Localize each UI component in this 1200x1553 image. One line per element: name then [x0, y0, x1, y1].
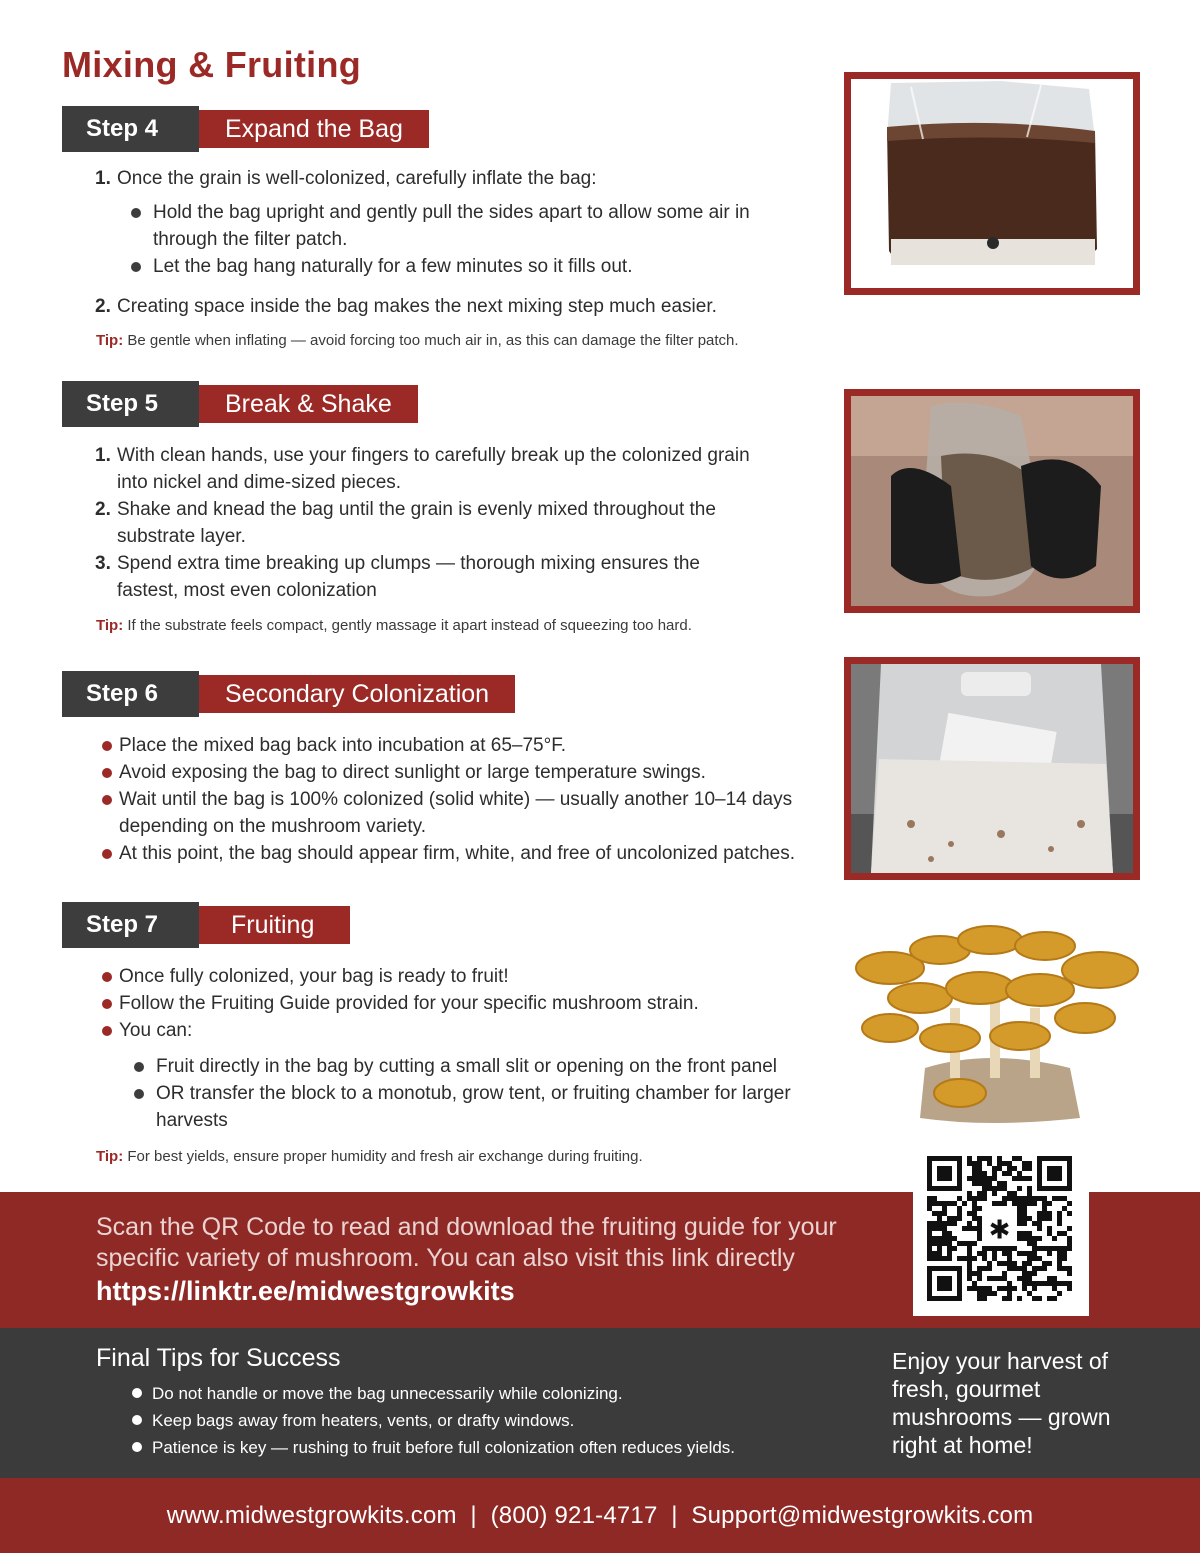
list-item: 3. Spend extra time breaking up clumps — thorough mixing ensures the fastest, most even colonization — [95, 553, 700, 601]
bullet-icon — [102, 768, 112, 778]
list-item: Once fully colonized, your bag is ready to fruit! — [102, 963, 822, 990]
list-item: Wait until the bag is 100% colonized (solid white) — usually another 10–14 days depending on the mushroom variety. — [102, 786, 842, 840]
bullet-icon — [102, 999, 112, 1009]
bullet-icon — [134, 1089, 144, 1099]
footer — [0, 1478, 1200, 1553]
bullet-icon — [102, 1026, 112, 1036]
enjoy-message: Enjoy your harvest of fresh, gourmet mushrooms — grown right at home! — [892, 1348, 1111, 1458]
qr-code-icon — [913, 1146, 1089, 1316]
page-title: Mixing & Fruiting — [62, 44, 362, 85]
step-5-tip: Tip: If the substrate feels compact, gently massage it apart instead of squeezing too hard. — [96, 617, 692, 634]
step-6-content — [102, 732, 842, 867]
bag-image — [851, 79, 1133, 288]
step-6-title: Secondary Colonization — [199, 675, 515, 713]
list-item: Let the bag hang naturally for a few minutes so it fills out. — [131, 253, 795, 280]
list-item: Keep bags away from heaters, vents, or drafty windows. — [132, 1407, 735, 1434]
list-item: Avoid exposing the bag to direct sunlight or large temperature swings. — [102, 759, 842, 786]
step-7-content — [102, 963, 822, 1134]
colonized-bag-photo — [844, 657, 1140, 880]
list-item: You can: — [102, 1017, 822, 1044]
list-item: 2. Shake and knead the bag until the grain is evenly mixed throughout the substrate layer. — [95, 499, 716, 547]
step-7-header — [62, 902, 350, 948]
bullet-icon — [102, 849, 112, 859]
step-7-number: Step 7 — [62, 902, 199, 948]
qr-description: Scan the QR Code to read and download the fruiting guide for your specific variety of mushroom. You can also visit this link directly — [96, 1213, 837, 1272]
step-4-header — [62, 106, 429, 152]
bullet-icon — [102, 972, 112, 982]
step-6-number: Step 6 — [62, 671, 199, 717]
step-5-number: Step 5 — [62, 381, 199, 427]
list-item: Hold the bag upright and gently pull the sides apart to allow some air in through the filter patch. — [131, 199, 795, 253]
step-6-header — [62, 671, 515, 717]
list-item: Do not handle or move the bag unnecessarily while colonizing. — [132, 1380, 735, 1407]
step-4-content — [95, 165, 795, 320]
expanded-bag-photo — [844, 72, 1140, 295]
mushroom-image — [830, 918, 1150, 1124]
bullet-icon — [131, 262, 141, 272]
mushroom-cluster-photo — [830, 918, 1150, 1124]
bullet-icon — [131, 208, 141, 218]
bullet-icon — [132, 1388, 142, 1398]
step-4-number: Step 4 — [62, 106, 199, 152]
qr-code[interactable] — [913, 1146, 1089, 1316]
list-item: Follow the Fruiting Guide provided for your specific mushroom strain. — [102, 990, 822, 1017]
step-4-title: Expand the Bag — [199, 110, 429, 148]
hands-bag-image — [851, 396, 1133, 606]
bullet-icon — [102, 795, 112, 805]
list-item: Patience is key — rushing to fruit before full colonization often reduces yields. — [132, 1434, 735, 1461]
colonized-bag-image — [851, 664, 1133, 873]
list-item: At this point, the bag should appear firm, white, and free of uncolonized patches. — [102, 840, 842, 867]
list-item: 2. Creating space inside the bag makes the next mixing step much easier. — [95, 296, 717, 317]
step-5-content — [95, 442, 785, 604]
bullet-icon — [132, 1442, 142, 1452]
footer-contact: www.midwestgrowkits.com | (800) 921-4717 | Support@midwestgrowkits.com — [166, 1501, 1034, 1529]
list-item: OR transfer the block to a monotub, grow tent, or fruiting chamber for larger harvests — [134, 1080, 822, 1134]
list-item: 1. Once the grain is well-colonized, carefully inflate the bag: — [95, 168, 597, 189]
list-item: Fruit directly in the bag by cutting a small slit or opening on the front panel — [134, 1053, 822, 1080]
step-5-title: Break & Shake — [199, 385, 418, 423]
step-5-header — [62, 381, 418, 427]
step-7-title: Fruiting — [199, 906, 350, 944]
linktree-link[interactable]: https://linktr.ee/midwestgrowkits — [96, 1276, 515, 1306]
step-7-tip: Tip: For best yields, ensure proper humidity and fresh air exchange during fruiting. — [96, 1148, 643, 1165]
final-tips-list — [132, 1380, 735, 1461]
bullet-icon — [134, 1062, 144, 1072]
final-tips-title: Final Tips for Success — [96, 1344, 341, 1372]
step-4-tip: Tip: Be gentle when inflating — avoid forcing too much air in, as this can damage the filter patch. — [96, 332, 739, 349]
list-item: 1. With clean hands, use your fingers to carefully break up the colonized grain into nickel and dime-sized pieces. — [95, 445, 750, 493]
bullet-icon — [102, 741, 112, 751]
break-shake-photo — [844, 389, 1140, 613]
bullet-icon — [132, 1415, 142, 1425]
list-item: Place the mixed bag back into incubation at 65–75°F. — [102, 732, 842, 759]
svg-text:✱: ✱ — [988, 1214, 1011, 1245]
